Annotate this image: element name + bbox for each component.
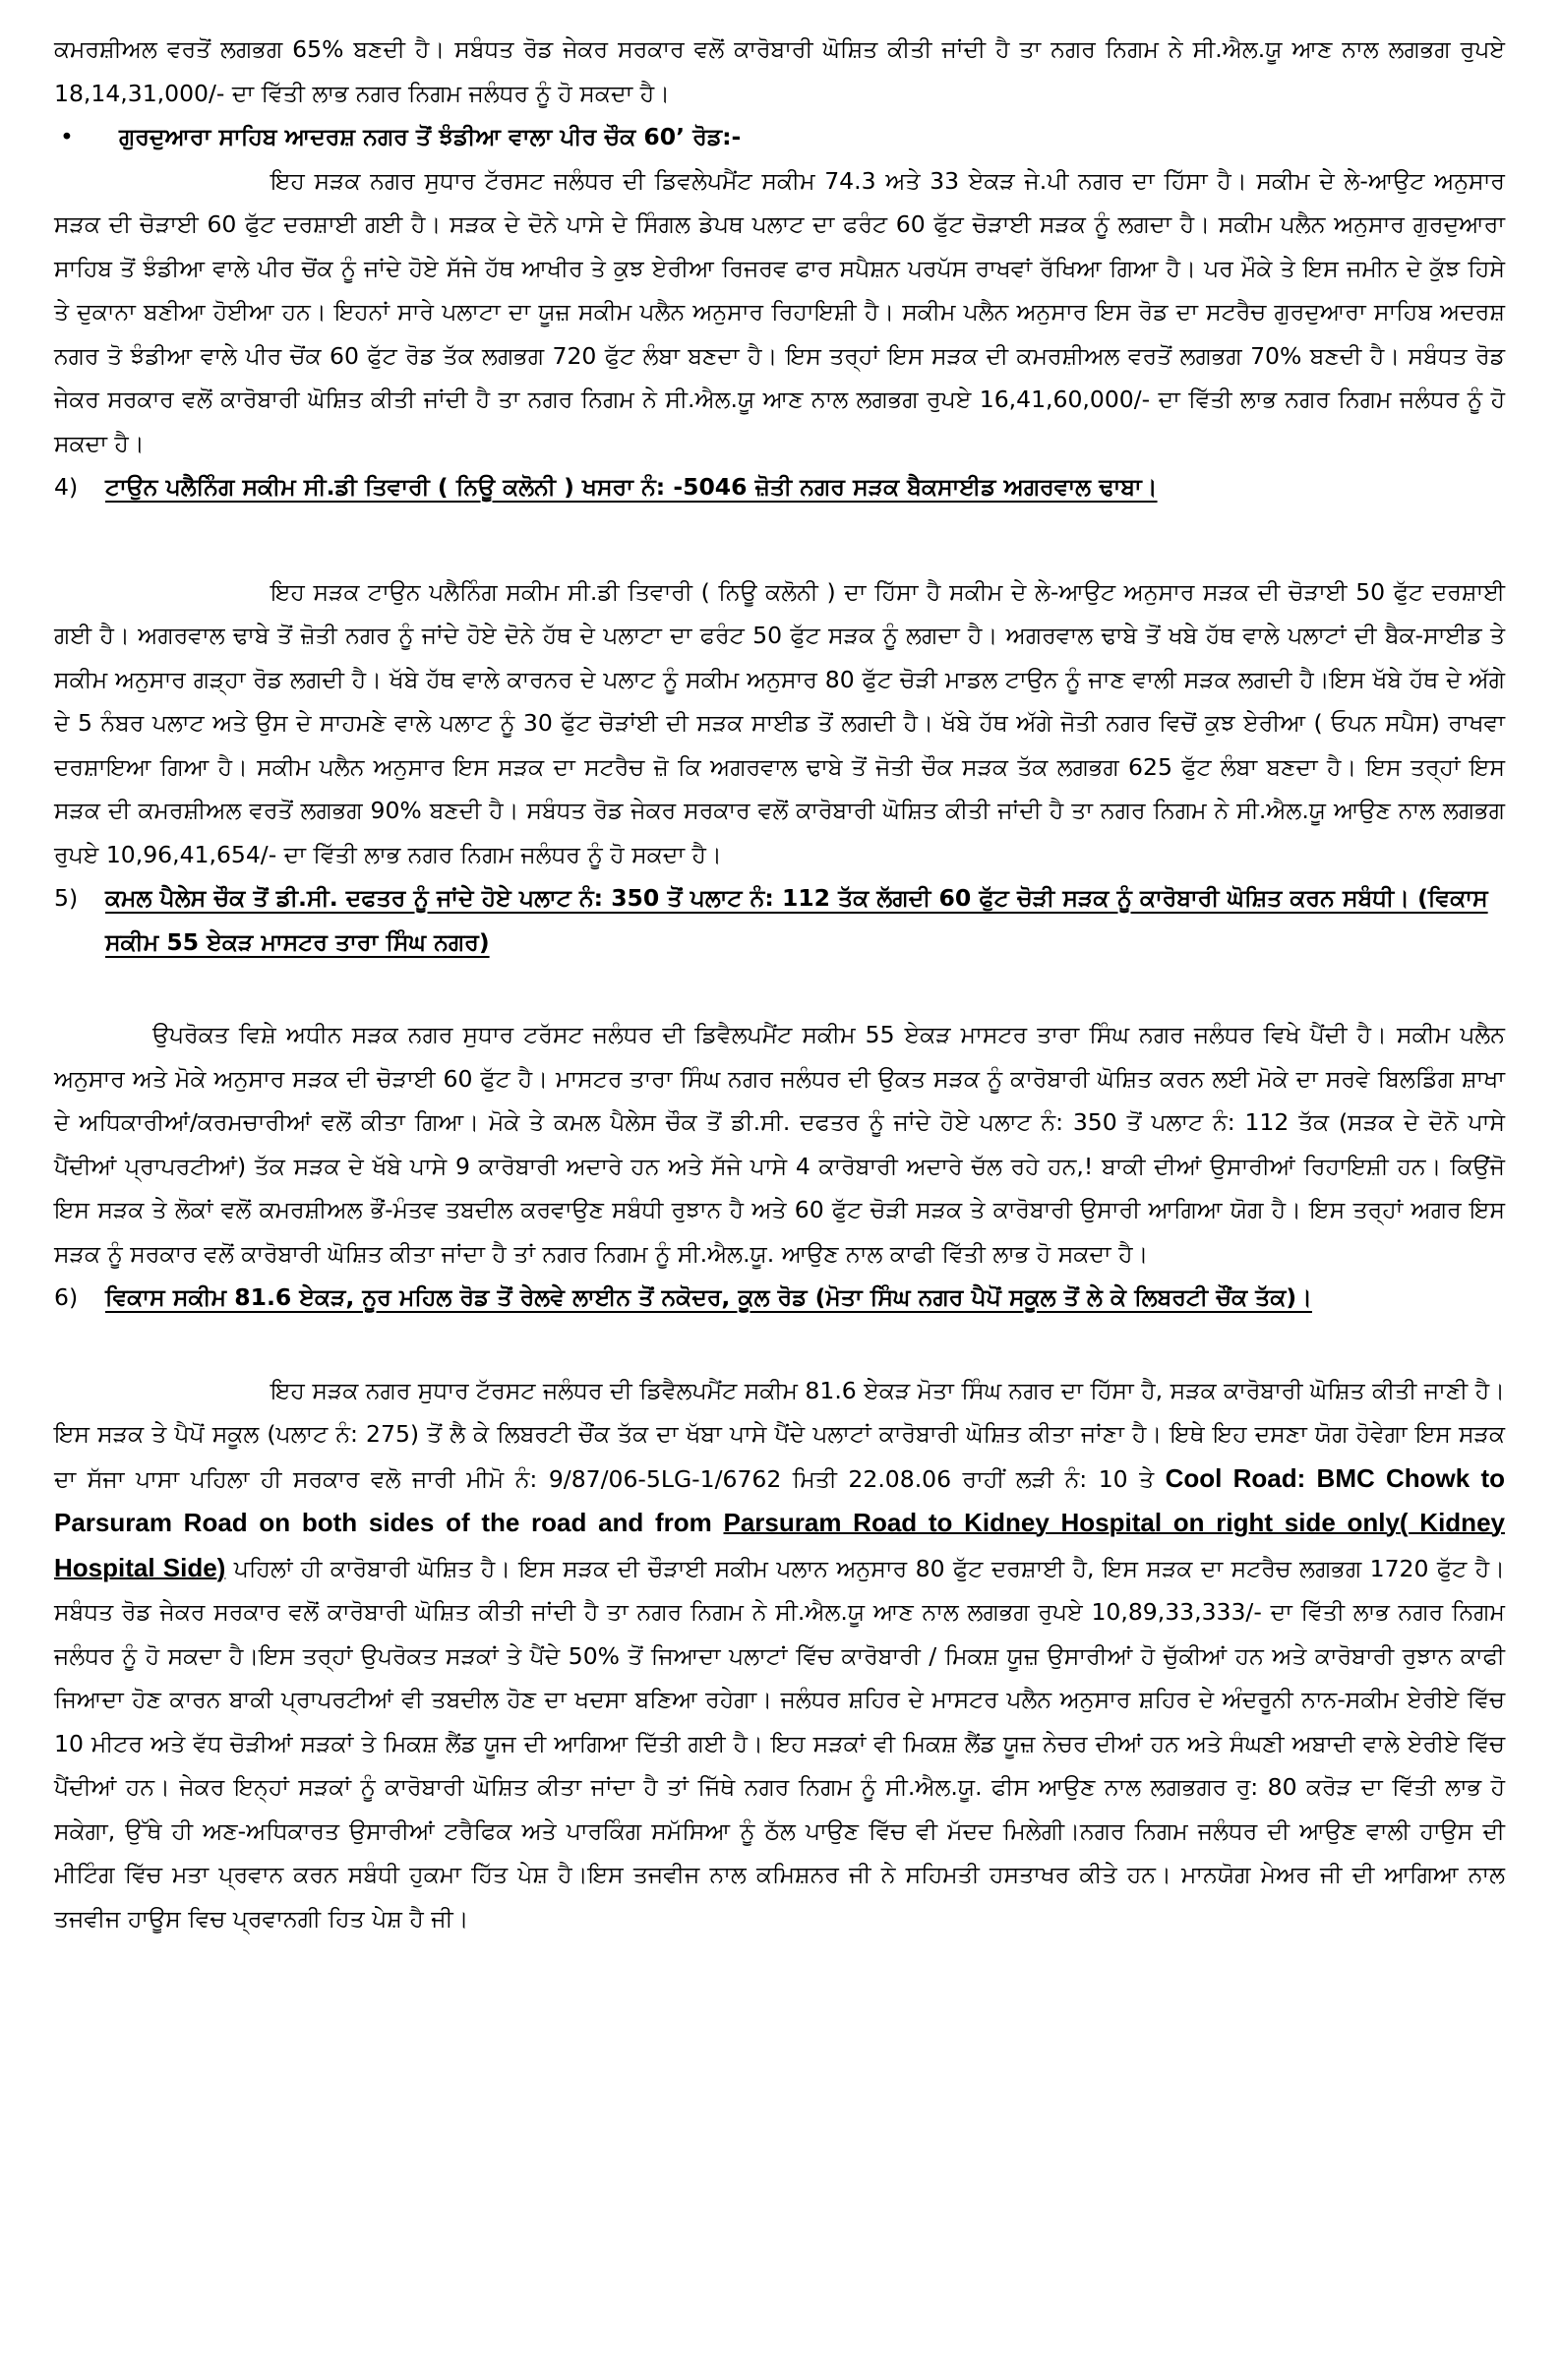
paragraph-commercial-65: ਕਮਰਸ਼ੀਅਲ ਵਰਤੋਂ ਲਗਭਗ 65% ਬਣਦੀ ਹੈ। ਸਬੰਧਤ ਰੋਡ ਜੇਕਰ ਸਰਕਾਰ ਵਲੋਂ ਕਾਰੋਬਾਰੀ ਘੋਸ਼ਿਤ ਕੀਤੀ ਜਾਂਦੀ ਹੈ ਤਾ ਨਗਰ ਨਿਗਮ ਨੇ ਸੀ.ਐਲ.ਯੂ ਆਣ ਨਾਲ ਲਗਭਗ ਰੁਪਏ 18,14,31,000/- ਦਾ ਵਿੱਤੀ ਲਾਭ ਨਗਰ ਨਿਗਮ ਜਲੰਧਰ ਨੂੰ ਹੋ ਸਕਦਾ ਹੈ। xyxy=(54,35,1505,107)
spacer xyxy=(54,509,1505,570)
heading-4-title: ਟਾਉਨ ਪਲੈਨਿੰਗ ਸਕੀਮ ਸੀ.ਡੀ ਤਿਵਾਰੀ ( ਨਿਊ ਕਲੋਨੀ ) ਖਸਰਾ ਨੰ: -5046 ਜ਼ੋਤੀ ਨਗਰ ਸੜਕ ਬੈਕਸਾਈਡ ਅਗਰਵਾਲ ਢਾਬਾ। xyxy=(105,473,1158,501)
heading-4-number: 4) xyxy=(54,473,79,501)
paragraph-town-planning-scheme: ਇਹ ਸੜਕ ਟਾਉਨ ਪਲੈਨਿੰਗ ਸਕੀਮ ਸੀ.ਡੀ ਤਿਵਾਰੀ ( ਨਿਊ ਕਲੋਨੀ ) ਦਾ ਹਿੱਸਾ ਹੈ ਸਕੀਮ ਦੇ ਲੇ-ਆਉਟ ਅਨੁਸਾਰ ਸੜਕ ਦੀ ਚੋੜਾਈ 50 ਫੁੱਟ ਦਰਸ਼ਾਈ ਗਈ ਹੈ। ਅਗਰਵਾਲ ਢਾਬੇ ਤੋਂ ਜ਼ੋਤੀ ਨਗਰ ਨੂੰ ਜਾਂਦੇ ਹੋਏ ਦੋਨੇ ਹੱਥ ਦੇ ਪਲਾਟਾ ਦਾ ਫਰੰਟ 50 ਫੁੱਟ ਸੜਕ ਨੂੰ ਲਗਦਾ ਹੈ। ਅਗਰਵਾਲ ਢਾਬੇ ਤੋਂ ਖਬੇ ਹੱਥ ਵਾਲੇ ਪਲਾਟਾਂ ਦੀ ਬੈਕ-ਸਾਈਡ ਤੇ ਸਕੀਮ ਅਨੁਸਾਰ ਗੜ੍ਹਾ ਰੋਡ ਲਗਦੀ ਹੈ। ਖੱਬੇ ਹੱਥ ਵਾਲੇ ਕਾਰਨਰ ਦੇ ਪਲਾਟ ਨੂੰ ਸਕੀਮ ਅਨੁਸਾਰ 80 ਫੁੱਟ ਚੋੜੀ ਮਾਡਲ ਟਾਉਨ ਨੂੰ ਜਾਣ ਵਾਲੀ ਸੜਕ ਲਗਦੀ ਹੈ।ਇਸ ਖੱਬੇ ਹੱਥ ਦੇ ਅੱਗੇ ਦੇ 5 ਨੰਬਰ ਪਲਾਟ ਅਤੇ ਉਸ ਦੇ ਸਾਹਮਣੇ ਵਾਲੇ ਪਲਾਟ ਨੂੰ 30 ਫੁੱਟ ਚੋੜਾਂਈ ਦੀ ਸੜਕ ਸਾਈਡ ਤੋਂ ਲਗਦੀ ਹੈ। ਖੱਬੇ ਹੱਥ ਅੱਗੇ ਜੋਤੀ ਨਗਰ ਵਿਚੋਂ ਕੁਝ ਏਰੀਆ ( ਓਪਨ ਸਪੈਸ) ਰਾਖਵਾ ਦਰਸ਼ਾਇਆ ਗਿਆ ਹੈ। ਸਕੀਮ ਪਲੈਨ ਅਨੁਸਾਰ ਇਸ ਸੜਕ ਦਾ ਸਟਰੈਚ ਜ਼ੋ ਕਿ ਅਗਰਵਾਲ ਢਾਬੇ ਤੋਂ ਜੋਤੀ ਚੌਕ ਸੜਕ ਤੱਕ ਲਗਭਗ 625 ਫੁੱਟ ਲੰਬਾ ਬਣਦਾ ਹੈ। ਇਸ ਤਰ੍ਹਾਂ ਇਸ ਸੜਕ ਦੀ ਕਮਰਸ਼ੀਅਲ ਵਰਤੋਂ ਲਗਭਗ 90% ਬਣਦੀ ਹੈ। ਸਬੰਧਤ ਰੋਡ ਜੇਕਰ ਸਰਕਾਰ ਵਲੋਂ ਕਾਰੋਬਾਰੀ ਘੋਸ਼ਿਤ ਕੀਤੀ ਜਾਂਦੀ ਹੈ ਤਾ ਨਗਰ ਨਿਗਮ ਨੇ ਸੀ.ਐਲ.ਯੂ ਆਉਣ ਨਾਲ ਲਗਭਗ ਰੁਪਏ 10,96,41,654/- ਦਾ ਵਿੱਤੀ ਲਾਭ ਨਗਰ ਨਿਗਮ ਜਲੰਧਰ ਨੂੰ ਹੋ ਸਕਦਾ ਹੈ। xyxy=(54,577,1505,868)
paragraph-cool-road xyxy=(54,1369,1505,1941)
heading-6-title: ਵਿਕਾਸ ਸਕੀਮ 81.6 ਏਕੜ, ਨੂਰ ਮਹਿਲ ਰੋਡ ਤੋਂ ਰੇਲਵੇ ਲਾਈਨ ਤੋਂ ਨਕੋਦਰ, ਕੂਲ ਰੋਡ (ਮੋਤਾ ਸਿੰਘ ਨਗਰ ਪੈਪੋਂ ਸਕੂਲ ਤੋਂ ਲੇ ਕੇ ਲਿਬਰਟੀ ਚੌਂਕ ਤੱਕ)। xyxy=(105,1283,1312,1311)
english-bold-text: Cool Road: BMC Chowk to Parsuram Road on both sides of the road and from xyxy=(54,1462,1505,1537)
spacer xyxy=(54,1320,1505,1369)
heading-5-row xyxy=(54,876,1505,964)
bullet-heading-gurdwara-road: ਗੁਰਦੁਆਰਾ ਸਾਹਿਬ ਆਦਰਸ਼ ਨਗਰ ਤੋਂ ਝੰਡੀਆ ਵਾਲਾ ਪੀਰ ਚੌਕ 60’ ਰੋਡ:- xyxy=(119,123,742,150)
heading-4-row xyxy=(54,465,1505,509)
paragraph-kamal-palace-road: ਉਪਰੋਕਤ ਵਿਸ਼ੇ ਅਧੀਨ ਸੜਕ ਨਗਰ ਸੁਧਾਰ ਟਰੱਸਟ ਜਲੰਧਰ ਦੀ ਡਿਵੈਲਪਮੈਂਟ ਸਕੀਮ 55 ਏਕੜ ਮਾਸਟਰ ਤਾਰਾ ਸਿੰਘ ਨਗਰ ਜਲੰਧਰ ਵਿਖੇ ਪੈਂਦੀ ਹੈ। ਸਕੀਮ ਪਲੈਨ ਅਨੁਸਾਰ ਅਤੇ ਮੋਕੇ ਅਨੁਸਾਰ ਸੜਕ ਦੀ ਚੋੜਾਈ 60 ਫੁੱਟ ਹੈ। ਮਾਸਟਰ ਤਾਰਾ ਸਿੰਘ ਨਗਰ ਜਲੰਧਰ ਦੀ ਉਕਤ ਸੜਕ ਨੂੰ ਕਾਰੋਬਾਰੀ ਘੋਸ਼ਿਤ ਕਰਨ ਲਈ ਮੋਕੇ ਦਾ ਸਰਵੇ ਬਿਲਡਿੰਗ ਸ਼ਾਖਾ ਦੇ ਅਧਿਕਾਰੀਆਂ/ਕਰਮਚਾਰੀਆਂ ਵਲੋਂ ਕੀਤਾ ਗਿਆ। ਮੋਕੇ ਤੇ ਕਮਲ ਪੈਲੇਸ ਚੌਕ ਤੋਂ ਡੀ.ਸੀ. ਦਫਤਰ ਨੂੰ ਜਾਂਦੇ ਹੋਏ ਪਲਾਟ ਨੰ: 350 ਤੋਂ ਪਲਾਟ ਨੰ: 112 ਤੱਕ (ਸੜਕ ਦੇ ਦੋਨੋ ਪਾਸੇ ਪੈਂਦੀਆਂ ਪ੍ਰਾਪਰਟੀਆਂ) ਤੱਕ ਸੜਕ ਦੇ ਖੱਬੇ ਪਾਸੇ 9 ਕਾਰੋਬਾਰੀ ਅਦਾਰੇ ਹਨ ਅਤੇ ਸੱਜੇ ਪਾਸੇ 4 ਕਾਰੋਬਾਰੀ ਅਦਾਰੇ ਚੱਲ ਰਹੇ ਹਨ,! ਬਾਕੀ ਦੀਆਂ ਉਸਾਰੀਆਂ ਰਿਹਾਇਸ਼ੀ ਹਨ। ਕਿਉਂਜੋ ਇਸ ਸੜਕ ਤੇ ਲੋਕਾਂ ਵਲੋਂ ਕਮਰਸ਼ੀਅਲ ਭੌਂ-ਮੰਤਵ ਤਬਦੀਲ ਕਰਵਾਉਣ ਸਬੰਧੀ ਰੁਝਾਨ ਹੈ ਅਤੇ 60 ਫੁੱਟ ਚੋੜੀ ਸੜਕ ਤੇ ਕਾਰੋਬਾਰੀ ਉਸਾਰੀ ਆਗਿਆ ਯੋਗ ਹੈ। ਇਸ ਤਰ੍ਹਾਂ ਅਗਰ ਇਸ ਸੜਕ ਨੂੰ ਸਰਕਾਰ ਵਲੋਂ ਕਾਰੋਬਾਰੀ ਘੋਸ਼ਿਤ ਕੀਤਾ ਜਾਂਦਾ ਹੈ ਤਾਂ ਨਗਰ ਨਿਗਮ ਨੂੰ ਸੀ.ਐਲ.ਯੂ. ਆਉਣ ਨਾਲ ਕਾਫੀ ਵਿੱਤੀ ਲਾਭ ਹੋ ਸਕਦਾ ਹੈ। xyxy=(54,1021,1505,1268)
heading-5-title: ਕਮਲ ਪੈਲੇਸ ਚੌਕ ਤੋਂ ਡੀ.ਸੀ. ਦਫਤਰ ਨੂੰ ਜਾਂਦੇ ਹੋਏ ਪਲਾਟ ਨੰ: 350 ਤੋਂ ਪਲਾਟ ਨੰ: 112 ਤੱਕ ਲੱਗਦੀ 60 ਫੁੱਟ ਚੋੜੀ ਸੜਕ ਨੂੰ ਕਾਰੋਬਾਰੀ ਘੋਸ਼ਿਤ ਕਰਨ ਸਬੰਧੀ। (ਵਿਕਾਸ ਸਕੀਮ 55 ਏਕੜ ਮਾਸਟਰ ਤਾਰਾ ਸਿੰਘ ਨਗਰ) xyxy=(105,884,1488,956)
bullet-icon: • xyxy=(60,123,74,150)
paragraph-gurdwara-road: ਇਹ ਸੜਕ ਨਗਰ ਸੁਧਾਰ ਟੱਰਸਟ ਜਲੰਧਰ ਦੀ ਡਿਵਲੇਪਮੈਂਟ ਸਕੀਮ 74.3 ਅਤੇ 33 ਏਕੜ ਜੇ.ਪੀ ਨਗਰ ਦਾ ਹਿੱਸਾ ਹੈ। ਸਕੀਮ ਦੇ ਲੇ-ਆਉਟ ਅਨੁਸਾਰ ਸੜਕ ਦੀ ਚੋੜਾਈ 60 ਫੁੱਟ ਦਰਸ਼ਾਈ ਗਈ ਹੈ। ਸੜਕ ਦੇ ਦੋਨੇ ਪਾਸੇ ਦੇ ਸਿੰਗਲ ਡੇਪਥ ਪਲਾਟ ਦਾ ਫਰੰਟ 60 ਫੁੱਟ ਚੋੜਾਈ ਸੜਕ ਨੂੰ ਲਗਦਾ ਹੈ। ਸਕੀਮ ਪਲੈਨ ਅਨੁਸਾਰ ਗੁਰਦੁਆਰਾ ਸਾਹਿਬ ਤੋਂ ਝੰਡੀਆ ਵਾਲੇ ਪੀਰ ਚੋਂਕ ਨੂੰ ਜਾਂਦੇ ਹੋਏ ਸੱਜੇ ਹੱਥ ਆਖੀਰ ਤੇ ਕੁਝ ਏਰੀਆ ਰਿਜਰਵ ਫਾਰ ਸਪੈਸ਼ਨ ਪਰਪੱਸ ਰਾਖਵਾਂ ਰੱਖਿਆ ਗਿਆ ਹੈ। ਪਰ ਮੌਕੇ ਤੇ ਇਸ ਜਮੀਨ ਦੇ ਕੁੱਝ ਹਿਸੇ ਤੇ ਦੁਕਾਨਾ ਬਣੀਆ ਹੋਈਆ ਹਨ। ਇਹਨਾਂ ਸਾਰੇ ਪਲਾਟਾ ਦਾ ਯੂਜ਼ ਸਕੀਮ ਪਲੈਨ ਅਨੁਸਾਰ ਰਿਹਾਇਸ਼ੀ ਹੈ। ਸਕੀਮ ਪਲੈਨ ਅਨੁਸਾਰ ਇਸ ਰੋਡ ਦਾ ਸਟਰੈਚ ਗੁਰਦੁਆਰਾ ਸਾਹਿਬ ਅਦਰਸ਼ ਨਗਰ ਤੋ ਝੰਡੀਆ ਵਾਲੇ ਪੀਰ ਚੋਂਕ 60 ਫੁੱਟ ਰੋਡ ਤੱਕ ਲਗਭਗ 720 ਫੁੱਟ ਲੰਬਾ ਬਣਦਾ ਹੈ। ਇਸ ਤਰ੍ਹਾਂ ਇਸ ਸੜਕ ਦੀ ਕਮਰਸ਼ੀਅਲ ਵਰਤੋਂ ਲਗਭਗ 70% ਬਣਦੀ ਹੈ। ਸਬੰਧਤ ਰੋਡ ਜੇਕਰ ਸਰਕਾਰ ਵਲੋਂ ਕਾਰੋਬਾਰੀ ਘੋਸ਼ਿਤ ਕੀਤੀ ਜਾਂਦੀ ਹੈ ਤਾ ਨਗਰ ਨਿਗਮ ਨੇ ਸੀ.ਐਲ.ਯੂ ਆਣ ਨਾਲ ਲਗਭਗ ਰੁਪਏ 16,41,60,000/- ਦਾ ਵਿੱਤੀ ਲਾਭ ਨਗਰ ਨਿਗਮ ਜਲੰਧਰ ਨੂੰ ਹੋ ਸਕਦਾ ਹੈ। xyxy=(54,166,1505,457)
document-page xyxy=(54,28,1505,1940)
english-underlined-text: Parsuram Road to Kidney Hospital on right side only( Kidney Hospital Side) xyxy=(54,1508,1505,1582)
paragraph-cool-road-part-b: ਪਹਿਲਾਂ ਹੀ ਕਾਰੋਬਾਰੀ ਘੋਸ਼ਿਤ ਹੈ। ਇਸ ਸੜਕ ਦੀ ਚੌੜਾਈ ਸਕੀਮ ਪਲਾਨ ਅਨੁਸਾਰ 80 ਫੁੱਟ ਦਰਸ਼ਾਈ ਹੈ, ਇਸ ਸੜਕ ਦਾ ਸਟਰੈਚ ਲਗਭਗ 1720 ਫੁੱਟ ਹੈ।ਸਬੰਧਤ ਰੋਡ ਜੇਕਰ ਸਰਕਾਰ ਵਲੋਂ ਕਾਰੋਬਾਰੀ ਘੋਸ਼ਿਤ ਕੀਤੀ ਜਾਂਦੀ ਹੈ ਤਾ ਨਗਰ ਨਿਗਮ ਨੇ ਸੀ.ਐਲ.ਯੂ ਆਣ ਨਾਲ ਲਗਭਗ ਰੁਪਏ 10,89,33,333/- ਦਾ ਵਿੱਤੀ ਲਾਭ ਨਗਰ ਨਿਗਮ ਜਲੰਧਰ ਨੂੰ ਹੋ ਸਕਦਾ ਹੈ।ਇਸ ਤਰ੍ਹਾਂ ਉਪਰੋਕਤ ਸੜਕਾਂ ਤੇ ਪੈਂਦੇ 50% ਤੋਂ ਜਿਆਦਾ ਪਲਾਟਾਂ ਵਿੱਚ ਕਾਰੋਬਾਰੀ / ਮਿਕਸ਼ ਯੂਜ਼ ਉਸਾਰੀਆਂ ਹੋ ਚੁੱਕੀਆਂ ਹਨ ਅਤੇ ਕਾਰੋਬਾਰੀ ਰੁਝਾਨ ਕਾਫੀ ਜਿਆਦਾ ਹੋਣ ਕਾਰਨ ਬਾਕੀ ਪ੍ਰਾਪਰਟੀਆਂ ਵੀ ਤਬਦੀਲ ਹੋਣ ਦਾ ਖਦਸਾ ਬਣਿਆ ਰਹੇਗਾ। ਜਲੰਧਰ ਸ਼ਹਿਰ ਦੇ ਮਾਸਟਰ ਪਲੈਨ ਅਨੁਸਾਰ ਸ਼ਹਿਰ ਦੇ ਅੰਦਰੂਨੀ ਨਾਨ-ਸਕੀਮ ਏਰੀਏ ਵਿੱਚ 10 ਮੀਟਰ ਅਤੇ ਵੱਧ ਚੋੜੀਆਂ ਸੜਕਾਂ ਤੇ ਮਿਕਸ਼ ਲੈਂਡ ਯੂਜ ਦੀ ਆਗਿਆ ਦਿੱਤੀ ਗਈ ਹੈ। ਇਹ ਸੜਕਾਂ ਵੀ ਮਿਕਸ਼ ਲੈਂਡ ਯੂਜ਼ ਨੇਚਰ ਦੀਆਂ ਹਨ ਅਤੇ ਸੰਘਣੀ ਅਬਾਦੀ ਵਾਲੇ ਏਰੀਏ ਵਿੱਚ ਪੈਂਦੀਆਂ ਹਨ। ਜੇਕਰ ਇਨ੍ਹਾਂ ਸੜਕਾਂ ਨੂੰ ਕਾਰੋਬਾਰੀ ਘੋਸ਼ਿਤ ਕੀਤਾ ਜਾਂਦਾ ਹੈ ਤਾਂ ਜਿੱਥੇ ਨਗਰ ਨਿਗਮ ਨੂੰ ਸੀ.ਐਲ.ਯੂ. ਫੀਸ ਆਉਣ ਨਾਲ ਲਗਭਗਰ ਰੁ: 80 ਕਰੋੜ ਦਾ ਵਿੱਤੀ ਲਾਭ ਹੋ ਸਕੇਗਾ, ਉੱਥੇ ਹੀ ਅਣ-ਅਧਿਕਾਰਤ ਉਸਾਰੀਆਂ ਟਰੈਫਿਕ ਅਤੇ ਪਾਰਕਿੰਗ ਸਮੱਸਿਆ ਨੂੰ ਠੱਲ ਪਾਉਣ ਵਿੱਚ ਵੀ ਮੱਦਦ ਮਿਲੇਗੀ।ਨਗਰ ਨਿਗਮ ਜਲੰਧਰ ਦੀ ਆਉਣ ਵਾਲੀ ਹਾਉਸ ਦੀ ਮੀਟਿੰਗ ਵਿੱਚ ਮਤਾ ਪ੍ਰਵਾਨ ਕਰਨ ਸਬੰਧੀ ਹੁਕਮਾ ਹਿੱਤ ਪੇਸ਼ ਹੈ।ਇਸ ਤਜਵੀਜ ਨਾਲ ਕਮਿਸ਼ਨਰ ਜੀ ਨੇ ਸਹਿਮਤੀ ਹਸਤਾਖਰ ਕੀਤੇ ਹਨ। ਮਾਨਯੋਗ ਮੇਅਰ ਜੀ ਦੀ ਆਗਿਆ ਨਾਲ ਤਜਵੀਜ ਹਾਊਸ ਵਿਚ ਪ੍ਰਵਾਨਗੀ ਹਿਤ ਪੇਸ਼ ਹੈ ਜੀ। xyxy=(54,1554,1506,1933)
paragraph-cool-road-part-a: ਇਹ ਸੜਕ ਨਗਰ ਸੁਧਾਰ ਟੱਰਸਟ ਜਲੰਧਰ ਦੀ ਡਿਵੈਲਪਮੈਂਟ ਸਕੀਮ 81.6 ਏਕੜ ਮੋਤਾ ਸਿੰਘ ਨਗਰ ਦਾ ਹਿੱਸਾ ਹੈ, ਸੜਕ ਕਾਰੋਬਾਰੀ ਘੋਸ਼ਿਤ ਕੀਤੀ ਜਾਣੀ ਹੈ। ਇਸ ਸੜਕ ਤੇ ਪੈਪੋਂ ਸਕੂਲ (ਪਲਾਟ ਨੰ: 275) ਤੋਂ ਲੈ ਕੇ ਲਿਬਰਟੀ ਚੌਂਕ ਤੱਕ ਦਾ ਖੱਬਾ ਪਾਸੇ ਪੈਂਦੇ ਪਲਾਟਾਂ ਕਾਰੋਬਾਰੀ ਘੋਸ਼ਿਤ ਕੀਤਾ ਜਾਂਣਾ ਹੈ। ਇਥੇ ਇਹ ਦਸਣਾ ਯੋਗ ਹੋਵੇਗਾ ਇਸ ਸੜਕ ਦਾ ਸੱਜਾ ਪਾਸਾ ਪਹਿਲਾ ਹੀ ਸਰਕਾਰ ਵਲੋ ਜਾਰੀ ਮੀਮੋ ਨੰ: 9/87/06-5LG-1/6762 ਮਿਤੀ 22.08.06 ਰਾਹੀਂ ਲੜੀ ਨੰ: 10 ਤੇ xyxy=(54,1376,1505,1493)
heading-6-row xyxy=(54,1276,1505,1320)
bullet-heading-row xyxy=(54,115,1505,159)
spacer xyxy=(54,964,1505,1013)
heading-5-number: 5) xyxy=(54,884,79,912)
heading-6-number: 6) xyxy=(54,1283,79,1311)
